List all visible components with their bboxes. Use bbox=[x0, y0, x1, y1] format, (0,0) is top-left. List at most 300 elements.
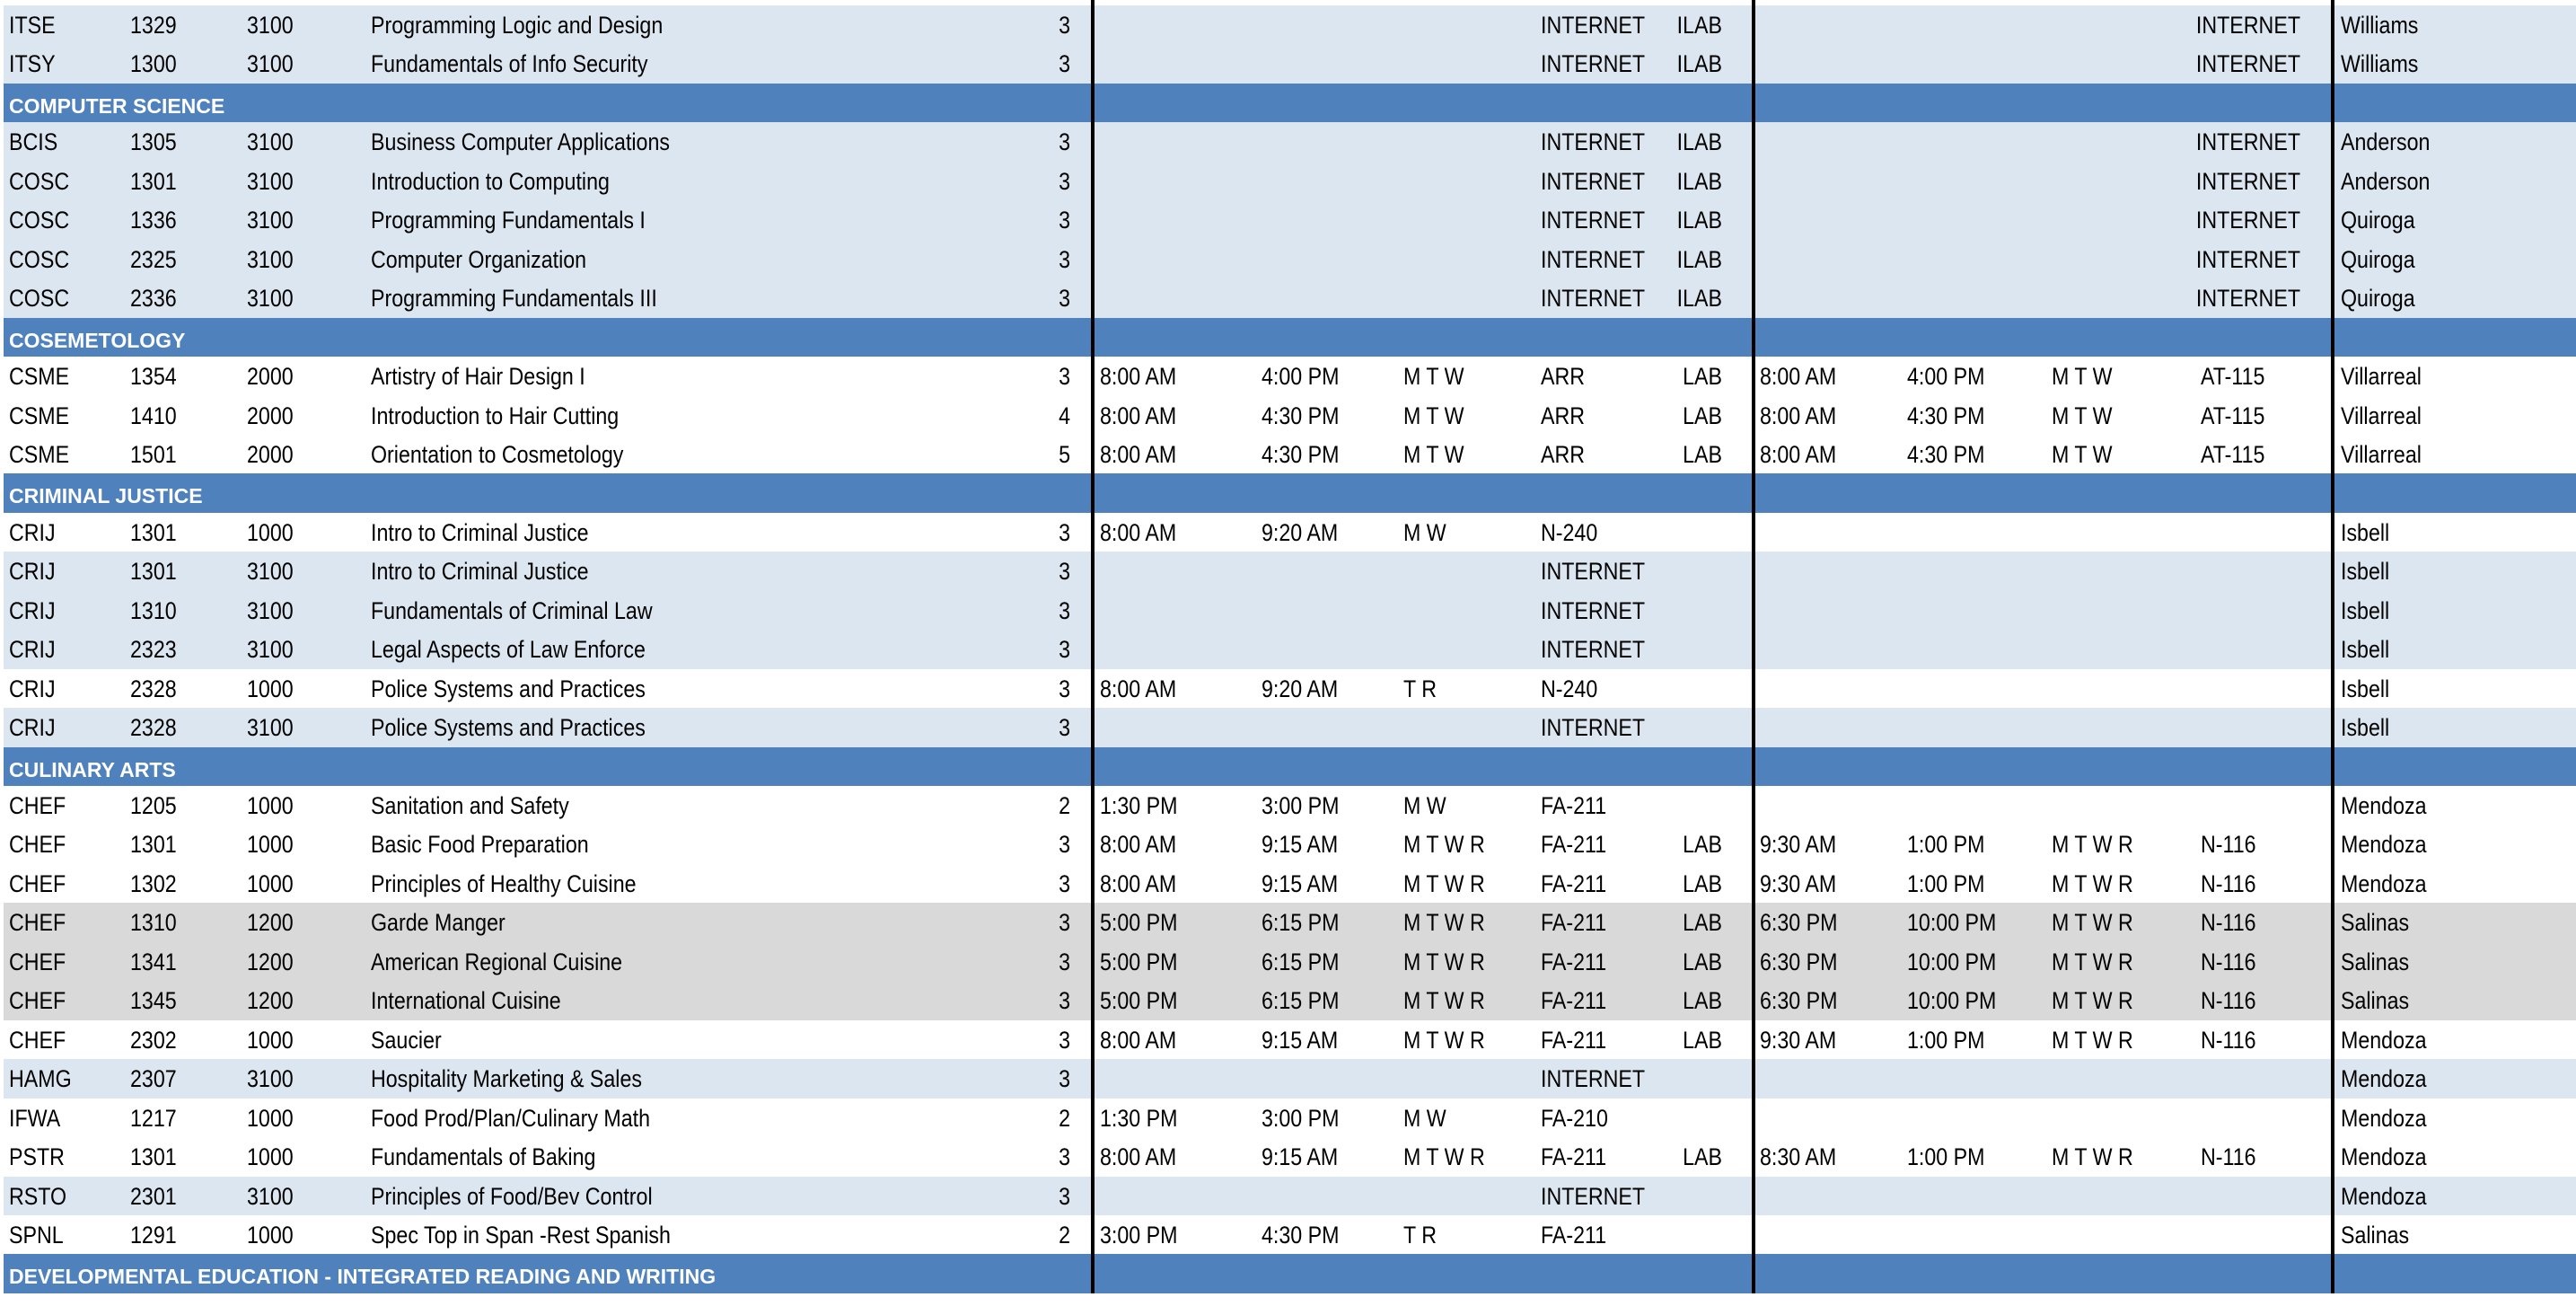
department-title: COMPUTER SCIENCE bbox=[9, 93, 225, 118]
subject-cell: CSME bbox=[9, 402, 70, 429]
course-title-cell: Introduction to Computing bbox=[371, 167, 610, 195]
instructor-cell: Isbell bbox=[2341, 675, 2390, 702]
lab-days-cell: M T W R bbox=[2052, 1026, 2133, 1054]
section-cell: 3100 bbox=[247, 636, 294, 664]
lecture-days-cell: M T W R bbox=[1403, 869, 1485, 897]
lecture-room-cell: INTERNET bbox=[1541, 1065, 1646, 1093]
lecture-room-cell: N-240 bbox=[1541, 675, 1598, 702]
lecture-room-cell: FA-211 bbox=[1541, 1143, 1607, 1171]
section-cell: 3100 bbox=[247, 1065, 294, 1093]
course-number-cell: 1301 bbox=[130, 831, 177, 859]
course-title-cell: Intro to Criminal Justice bbox=[371, 558, 589, 586]
lab-end-time-cell: 10:00 PM bbox=[1907, 909, 1997, 937]
department-title: CULINARY ARTS bbox=[9, 757, 176, 781]
course-row bbox=[4, 942, 2576, 981]
credits-cell: 3 bbox=[1059, 675, 1070, 702]
section-cell: 3100 bbox=[247, 128, 294, 156]
instructor-cell: Isbell bbox=[2341, 714, 2390, 742]
subject-cell: CRIJ bbox=[9, 675, 56, 702]
lecture-room-cell: FA-210 bbox=[1541, 1104, 1608, 1132]
credits-cell: 3 bbox=[1059, 50, 1070, 78]
lab-type-cell: ILAB bbox=[1676, 128, 1722, 156]
lab-end-time-cell: 1:00 PM bbox=[1907, 869, 1985, 897]
section-cell: 1000 bbox=[247, 869, 294, 897]
lecture-room-cell: INTERNET bbox=[1541, 245, 1646, 273]
lab-type-cell: LAB bbox=[1683, 1026, 1722, 1054]
credits-cell: 5 bbox=[1059, 440, 1070, 468]
lab-type-cell: ILAB bbox=[1676, 50, 1722, 78]
course-row bbox=[4, 903, 2576, 941]
course-number-cell: 1217 bbox=[130, 1104, 177, 1132]
lab-room-cell: N-116 bbox=[2201, 831, 2256, 859]
course-title-cell: American Regional Cuisine bbox=[371, 948, 623, 975]
lab-days-cell: M T W R bbox=[2052, 831, 2133, 859]
lecture-days-cell: M T W bbox=[1403, 440, 1464, 468]
lab-days-cell: M T W bbox=[2052, 402, 2113, 429]
course-title-cell: Artistry of Hair Design I bbox=[371, 363, 585, 391]
instructor-cell: Isbell bbox=[2341, 518, 2390, 546]
course-title-cell: Police Systems and Practices bbox=[371, 675, 646, 702]
department-header-row bbox=[4, 473, 2576, 512]
course-title-cell: Programming Fundamentals III bbox=[371, 285, 657, 313]
course-row bbox=[4, 200, 2576, 239]
course-row bbox=[4, 122, 2576, 161]
subject-cell: PSTR bbox=[9, 1143, 65, 1171]
course-number-cell: 1345 bbox=[130, 987, 177, 1015]
lab-days-cell: M T W R bbox=[2052, 869, 2133, 897]
course-title-cell: Computer Organization bbox=[371, 245, 587, 273]
credits-cell: 3 bbox=[1059, 167, 1070, 195]
instructor-cell: Mendoza bbox=[2341, 831, 2427, 859]
course-number-cell: 2336 bbox=[130, 285, 177, 313]
lecture-room-cell: ARR bbox=[1541, 402, 1586, 429]
lecture-end-time-cell: 6:15 PM bbox=[1262, 948, 1340, 975]
instructor-cell: Mendoza bbox=[2341, 1143, 2427, 1171]
lab-days-cell: M T W R bbox=[2052, 1143, 2133, 1171]
course-number-cell: 1305 bbox=[130, 128, 177, 156]
course-row bbox=[4, 1215, 2576, 1254]
course-row bbox=[4, 396, 2576, 435]
course-title-cell: Programming Fundamentals I bbox=[371, 207, 646, 234]
subject-cell: CHEF bbox=[9, 909, 66, 937]
course-number-cell: 1310 bbox=[130, 596, 177, 624]
subject-cell: COSC bbox=[9, 167, 70, 195]
lab-days-cell: M T W bbox=[2052, 363, 2113, 391]
lecture-days-cell: M T W R bbox=[1403, 831, 1485, 859]
lecture-room-cell: FA-211 bbox=[1541, 869, 1607, 897]
section-cell: 3100 bbox=[247, 50, 294, 78]
section-cell: 1200 bbox=[247, 948, 294, 975]
subject-cell: COSC bbox=[9, 207, 70, 234]
lab-type-cell: LAB bbox=[1683, 363, 1722, 391]
section-cell: 1200 bbox=[247, 987, 294, 1015]
lecture-days-cell: M T W R bbox=[1403, 948, 1485, 975]
lab-end-time-cell: 4:00 PM bbox=[1907, 363, 1985, 391]
lab-type-cell: ILAB bbox=[1676, 12, 1722, 39]
course-title-cell: Spec Top in Span -Rest Spanish bbox=[371, 1221, 671, 1249]
lecture-room-cell: INTERNET bbox=[1541, 714, 1646, 742]
instructor-cell: Villarreal bbox=[2341, 402, 2422, 429]
section-cell: 3100 bbox=[247, 245, 294, 273]
credits-cell: 3 bbox=[1059, 207, 1070, 234]
lecture-room-cell: INTERNET bbox=[1541, 285, 1646, 313]
subject-cell: CSME bbox=[9, 440, 70, 468]
subject-cell: CHEF bbox=[9, 831, 66, 859]
lecture-room-cell: INTERNET bbox=[1541, 128, 1646, 156]
lab-type-cell: LAB bbox=[1683, 402, 1722, 429]
course-number-cell: 1410 bbox=[130, 402, 177, 429]
credits-cell: 3 bbox=[1059, 831, 1070, 859]
lab-room-cell: AT-115 bbox=[2201, 363, 2265, 391]
department-title: COSEMETOLOGY bbox=[9, 328, 186, 352]
lab-start-time-cell: 9:30 AM bbox=[1760, 869, 1837, 897]
credits-cell: 3 bbox=[1059, 245, 1070, 273]
course-title-cell: Principles of Food/Bev Control bbox=[371, 1182, 653, 1210]
section-cell: 1000 bbox=[247, 1221, 294, 1249]
course-row bbox=[4, 435, 2576, 473]
lecture-end-time-cell: 9:15 AM bbox=[1262, 1143, 1339, 1171]
lecture-days-cell: M T W R bbox=[1403, 1026, 1485, 1054]
lecture-end-time-cell: 3:00 PM bbox=[1262, 1104, 1340, 1132]
lab-type-cell: LAB bbox=[1683, 869, 1722, 897]
subject-cell: HAMG bbox=[9, 1065, 72, 1093]
course-number-cell: 1354 bbox=[130, 363, 177, 391]
section-cell: 3100 bbox=[247, 596, 294, 624]
course-row bbox=[4, 552, 2576, 590]
instructor-cell: Isbell bbox=[2341, 558, 2390, 586]
lab-type-cell: ILAB bbox=[1676, 167, 1722, 195]
lecture-room-cell: INTERNET bbox=[1541, 636, 1646, 664]
course-row bbox=[4, 708, 2576, 746]
course-title-cell: Basic Food Preparation bbox=[371, 831, 589, 859]
subject-cell: CHEF bbox=[9, 869, 66, 897]
section-cell: 1000 bbox=[247, 518, 294, 546]
column-divider-line bbox=[1091, 0, 1095, 1293]
lab-room-cell: N-116 bbox=[2201, 948, 2256, 975]
instructor-cell: Villarreal bbox=[2341, 363, 2422, 391]
lab-start-time-cell: 8:00 AM bbox=[1760, 440, 1837, 468]
lecture-room-cell: INTERNET bbox=[1541, 558, 1646, 586]
lecture-start-time-cell: 1:30 PM bbox=[1100, 1104, 1178, 1132]
credits-cell: 3 bbox=[1059, 558, 1070, 586]
lab-room-cell: INTERNET bbox=[2195, 167, 2300, 195]
credits-cell: 3 bbox=[1059, 1065, 1070, 1093]
instructor-cell: Anderson bbox=[2341, 128, 2431, 156]
course-number-cell: 2325 bbox=[130, 245, 177, 273]
course-title-cell: Introduction to Hair Cutting bbox=[371, 402, 620, 429]
lab-type-cell: LAB bbox=[1683, 440, 1722, 468]
subject-cell: CRIJ bbox=[9, 714, 56, 742]
section-cell: 3100 bbox=[247, 558, 294, 586]
course-row bbox=[4, 591, 2576, 630]
section-cell: 3100 bbox=[247, 285, 294, 313]
lecture-start-time-cell: 8:00 AM bbox=[1100, 402, 1177, 429]
lab-days-cell: M T W R bbox=[2052, 948, 2133, 975]
lab-start-time-cell: 8:00 AM bbox=[1760, 363, 1837, 391]
course-title-cell: Fundamentals of Criminal Law bbox=[371, 596, 653, 624]
lab-start-time-cell: 6:30 PM bbox=[1760, 948, 1838, 975]
lecture-room-cell: FA-211 bbox=[1541, 909, 1607, 937]
lecture-days-cell: M T W R bbox=[1403, 987, 1485, 1015]
lecture-days-cell: M T W R bbox=[1403, 909, 1485, 937]
section-cell: 1000 bbox=[247, 1104, 294, 1132]
subject-cell: CHEF bbox=[9, 948, 66, 975]
section-cell: 1000 bbox=[247, 1026, 294, 1054]
lab-end-time-cell: 10:00 PM bbox=[1907, 948, 1997, 975]
lecture-end-time-cell: 4:30 PM bbox=[1262, 440, 1340, 468]
course-row bbox=[4, 630, 2576, 668]
lab-room-cell: AT-115 bbox=[2201, 402, 2265, 429]
lecture-end-time-cell: 6:15 PM bbox=[1262, 909, 1340, 937]
credits-cell: 3 bbox=[1059, 128, 1070, 156]
course-title-cell: Hospitality Marketing & Sales bbox=[371, 1065, 642, 1093]
lecture-room-cell: INTERNET bbox=[1541, 12, 1646, 39]
subject-cell: CRIJ bbox=[9, 596, 56, 624]
lecture-start-time-cell: 8:00 AM bbox=[1100, 831, 1177, 859]
credits-cell: 3 bbox=[1059, 948, 1070, 975]
lab-end-time-cell: 4:30 PM bbox=[1907, 402, 1985, 429]
lab-end-time-cell: 1:00 PM bbox=[1907, 1026, 1985, 1054]
course-number-cell: 1329 bbox=[130, 12, 177, 39]
lecture-end-time-cell: 4:30 PM bbox=[1262, 402, 1340, 429]
course-number-cell: 2323 bbox=[130, 636, 177, 664]
lecture-room-cell: INTERNET bbox=[1541, 1182, 1646, 1210]
lecture-end-time-cell: 9:15 AM bbox=[1262, 1026, 1339, 1054]
lecture-end-time-cell: 9:20 AM bbox=[1262, 518, 1339, 546]
lecture-room-cell: INTERNET bbox=[1541, 596, 1646, 624]
course-title-cell: Saucier bbox=[371, 1026, 442, 1054]
department-header-row bbox=[4, 1254, 2576, 1293]
course-row bbox=[4, 513, 2576, 552]
lecture-end-time-cell: 9:15 AM bbox=[1262, 869, 1339, 897]
credits-cell: 3 bbox=[1059, 363, 1070, 391]
instructor-cell: Mendoza bbox=[2341, 1104, 2427, 1132]
lab-type-cell: ILAB bbox=[1676, 245, 1722, 273]
lecture-room-cell: ARR bbox=[1541, 363, 1586, 391]
credits-cell: 3 bbox=[1059, 12, 1070, 39]
subject-cell: CRIJ bbox=[9, 558, 56, 586]
subject-cell: ITSE bbox=[9, 12, 56, 39]
credits-cell: 2 bbox=[1059, 792, 1070, 819]
course-row bbox=[4, 1059, 2576, 1098]
lecture-days-cell: M W bbox=[1403, 792, 1446, 819]
lecture-room-cell: INTERNET bbox=[1541, 167, 1646, 195]
lecture-days-cell: T R bbox=[1403, 675, 1437, 702]
course-title-cell: Programming Logic and Design bbox=[371, 12, 664, 39]
subject-cell: CSME bbox=[9, 363, 70, 391]
credits-cell: 3 bbox=[1059, 1026, 1070, 1054]
lecture-room-cell: FA-211 bbox=[1541, 831, 1607, 859]
course-number-cell: 1302 bbox=[130, 869, 177, 897]
course-row bbox=[4, 162, 2576, 200]
lab-type-cell: ILAB bbox=[1676, 285, 1722, 313]
course-number-cell: 1300 bbox=[130, 50, 177, 78]
course-number-cell: 1301 bbox=[130, 1143, 177, 1171]
lab-start-time-cell: 6:30 PM bbox=[1760, 909, 1838, 937]
lab-room-cell: INTERNET bbox=[2195, 207, 2300, 234]
lab-end-time-cell: 1:00 PM bbox=[1907, 1143, 1985, 1171]
lab-room-cell: N-116 bbox=[2201, 909, 2256, 937]
course-row bbox=[4, 669, 2576, 708]
credits-cell: 3 bbox=[1059, 1182, 1070, 1210]
lecture-end-time-cell: 4:30 PM bbox=[1262, 1221, 1340, 1249]
course-number-cell: 2301 bbox=[130, 1182, 177, 1210]
course-row bbox=[4, 278, 2576, 317]
lab-room-cell: N-116 bbox=[2201, 869, 2256, 897]
course-title-cell: Legal Aspects of Law Enforce bbox=[371, 636, 646, 664]
course-title-cell: Intro to Criminal Justice bbox=[371, 518, 589, 546]
course-number-cell: 1341 bbox=[130, 948, 177, 975]
course-number-cell: 1301 bbox=[130, 518, 177, 546]
lecture-room-cell: N-240 bbox=[1541, 518, 1598, 546]
section-cell: 3100 bbox=[247, 207, 294, 234]
lab-days-cell: M T W R bbox=[2052, 909, 2133, 937]
credits-cell: 3 bbox=[1059, 518, 1070, 546]
instructor-cell: Salinas bbox=[2341, 987, 2410, 1015]
section-cell: 2000 bbox=[247, 402, 294, 429]
instructor-cell: Mendoza bbox=[2341, 1182, 2427, 1210]
instructor-cell: Quiroga bbox=[2341, 285, 2415, 313]
lecture-room-cell: FA-211 bbox=[1541, 1026, 1607, 1054]
instructor-cell: Anderson bbox=[2341, 167, 2431, 195]
lecture-days-cell: M W bbox=[1403, 518, 1446, 546]
instructor-cell: Salinas bbox=[2341, 1221, 2410, 1249]
course-number-cell: 1501 bbox=[130, 440, 177, 468]
subject-cell: BCIS bbox=[9, 128, 58, 156]
course-number-cell: 1205 bbox=[130, 792, 177, 819]
lecture-start-time-cell: 8:00 AM bbox=[1100, 363, 1177, 391]
lecture-room-cell: INTERNET bbox=[1541, 50, 1646, 78]
subject-cell: CRIJ bbox=[9, 636, 56, 664]
lab-room-cell: INTERNET bbox=[2195, 12, 2300, 39]
instructor-cell: Williams bbox=[2341, 50, 2419, 78]
instructor-cell: Quiroga bbox=[2341, 207, 2415, 234]
course-row bbox=[4, 357, 2576, 395]
lab-end-time-cell: 10:00 PM bbox=[1907, 987, 1997, 1015]
lecture-start-time-cell: 3:00 PM bbox=[1100, 1221, 1178, 1249]
credits-cell: 3 bbox=[1059, 869, 1070, 897]
section-cell: 1000 bbox=[247, 1143, 294, 1171]
credits-cell: 2 bbox=[1059, 1104, 1070, 1132]
lecture-end-time-cell: 3:00 PM bbox=[1262, 792, 1340, 819]
lab-room-cell: N-116 bbox=[2201, 987, 2256, 1015]
lab-type-cell: ILAB bbox=[1676, 207, 1722, 234]
subject-cell: CHEF bbox=[9, 1026, 66, 1054]
course-row bbox=[4, 1137, 2576, 1176]
instructor-cell: Mendoza bbox=[2341, 1026, 2427, 1054]
instructor-cell: Villarreal bbox=[2341, 440, 2422, 468]
subject-cell: CHEF bbox=[9, 792, 66, 819]
instructor-cell: Mendoza bbox=[2341, 792, 2427, 819]
section-cell: 3100 bbox=[247, 167, 294, 195]
instructor-cell: Williams bbox=[2341, 12, 2419, 39]
instructor-cell: Quiroga bbox=[2341, 245, 2415, 273]
department-title: CRIMINAL JUSTICE bbox=[9, 484, 203, 508]
department-title: DEVELOPMENTAL EDUCATION - INTEGRATED READING AND WRITING bbox=[9, 1265, 717, 1289]
credits-cell: 3 bbox=[1059, 636, 1070, 664]
lecture-room-cell: ARR bbox=[1541, 440, 1586, 468]
lecture-days-cell: T R bbox=[1403, 1221, 1437, 1249]
department-header-row bbox=[4, 747, 2576, 786]
course-number-cell: 2302 bbox=[130, 1026, 177, 1054]
lecture-days-cell: M W bbox=[1403, 1104, 1446, 1132]
subject-cell: IFWA bbox=[9, 1104, 61, 1132]
lecture-days-cell: M T W bbox=[1403, 363, 1464, 391]
course-title-cell: Business Computer Applications bbox=[371, 128, 670, 156]
lecture-room-cell: INTERNET bbox=[1541, 207, 1646, 234]
lab-start-time-cell: 9:30 AM bbox=[1760, 1026, 1837, 1054]
lab-room-cell: INTERNET bbox=[2195, 50, 2300, 78]
course-number-cell: 2328 bbox=[130, 675, 177, 702]
lecture-room-cell: FA-211 bbox=[1541, 792, 1607, 819]
lecture-room-cell: FA-211 bbox=[1541, 987, 1607, 1015]
section-cell: 2000 bbox=[247, 363, 294, 391]
instructor-cell: Mendoza bbox=[2341, 1065, 2427, 1093]
lab-type-cell: LAB bbox=[1683, 909, 1722, 937]
course-row bbox=[4, 981, 2576, 1019]
lab-start-time-cell: 9:30 AM bbox=[1760, 831, 1837, 859]
lab-start-time-cell: 8:00 AM bbox=[1760, 402, 1837, 429]
course-number-cell: 1301 bbox=[130, 167, 177, 195]
department-header-row bbox=[4, 318, 2576, 357]
course-number-cell: 1310 bbox=[130, 909, 177, 937]
lecture-start-time-cell: 5:00 PM bbox=[1100, 909, 1178, 937]
instructor-cell: Isbell bbox=[2341, 636, 2390, 664]
lecture-start-time-cell: 8:00 AM bbox=[1100, 440, 1177, 468]
lab-room-cell: INTERNET bbox=[2195, 128, 2300, 156]
lecture-start-time-cell: 8:00 AM bbox=[1100, 869, 1177, 897]
column-divider-line bbox=[2331, 0, 2334, 1293]
credits-cell: 2 bbox=[1059, 1221, 1070, 1249]
credits-cell: 3 bbox=[1059, 1143, 1070, 1171]
course-number-cell: 2307 bbox=[130, 1065, 177, 1093]
course-title-cell: Orientation to Cosmetology bbox=[371, 440, 624, 468]
subject-cell: CRIJ bbox=[9, 518, 56, 546]
instructor-cell: Salinas bbox=[2341, 948, 2410, 975]
lab-type-cell: LAB bbox=[1683, 831, 1722, 859]
course-row bbox=[4, 786, 2576, 825]
course-row bbox=[4, 240, 2576, 278]
course-number-cell: 2328 bbox=[130, 714, 177, 742]
lab-room-cell: N-116 bbox=[2201, 1143, 2256, 1171]
course-title-cell: Fundamentals of Baking bbox=[371, 1143, 596, 1171]
course-title-cell: Police Systems and Practices bbox=[371, 714, 646, 742]
lab-type-cell: LAB bbox=[1683, 987, 1722, 1015]
lecture-start-time-cell: 1:30 PM bbox=[1100, 792, 1178, 819]
lab-room-cell: INTERNET bbox=[2195, 285, 2300, 313]
section-cell: 2000 bbox=[247, 440, 294, 468]
credits-cell: 3 bbox=[1059, 714, 1070, 742]
course-row bbox=[4, 1020, 2576, 1059]
lab-room-cell: N-116 bbox=[2201, 1026, 2256, 1054]
course-row bbox=[4, 1099, 2576, 1137]
section-cell: 3100 bbox=[247, 12, 294, 39]
subject-cell: COSC bbox=[9, 285, 70, 313]
course-number-cell: 1301 bbox=[130, 558, 177, 586]
lab-days-cell: M T W bbox=[2052, 440, 2113, 468]
course-title-cell: International Cuisine bbox=[371, 987, 561, 1015]
section-cell: 1000 bbox=[247, 831, 294, 859]
credits-cell: 3 bbox=[1059, 285, 1070, 313]
course-row bbox=[4, 1177, 2576, 1215]
lecture-room-cell: FA-211 bbox=[1541, 948, 1607, 975]
subject-cell: RSTO bbox=[9, 1182, 67, 1210]
course-title-cell: Fundamentals of Info Security bbox=[371, 50, 648, 78]
lecture-room-cell: FA-211 bbox=[1541, 1221, 1607, 1249]
lecture-days-cell: M T W R bbox=[1403, 1143, 1485, 1171]
lecture-start-time-cell: 8:00 AM bbox=[1100, 675, 1177, 702]
credits-cell: 3 bbox=[1059, 987, 1070, 1015]
